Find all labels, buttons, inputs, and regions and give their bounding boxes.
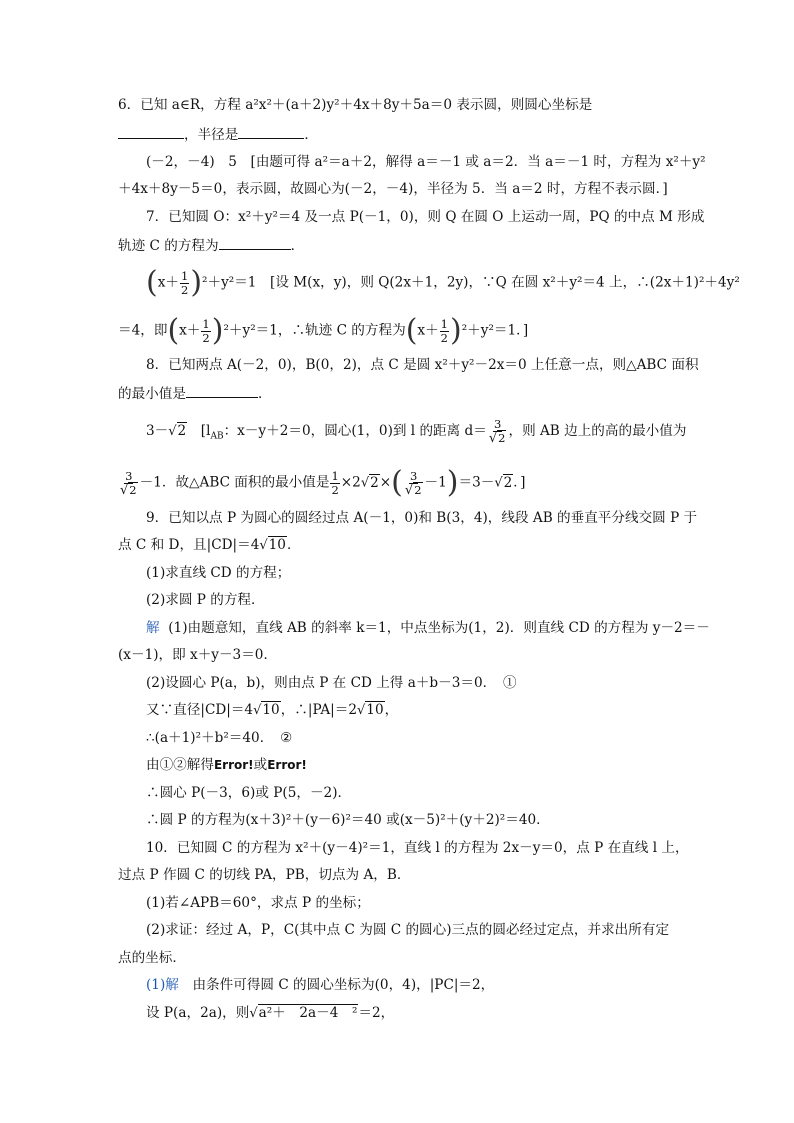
q10-sub1: (1)若∠APB＝60°，求点 P 的坐标； — [146, 895, 370, 911]
q9-solution-line6: 由①②解得Error!或Error! — [146, 757, 307, 773]
answer-blank — [238, 124, 304, 139]
fraction-half: $\frac{1}{2}$ — [440, 316, 448, 345]
q8-line1: 8．已知两点 A(－2，0)，B(0，2)，点 C 是圆 x²＋y²－2x＝0 上任意一点，则△ABC 面积 — [146, 357, 699, 373]
q9-solution-line5: ∴(a＋1)²＋b²＝40． ② — [146, 730, 293, 746]
q9-solution-line4: 又∵直径|CD|＝4√10，∴|PA|＝2√10， — [146, 702, 399, 718]
fraction-half: $\frac{1}{2}$ — [180, 268, 189, 297]
q10-line2: 过点 P 作圆 C 的切线 PA，PB，切点为 A，B． — [118, 867, 411, 883]
q10-sub2-cont: 点的坐标． — [118, 950, 186, 966]
q9-sub1: (1)求直线 CD 的方程； — [146, 565, 291, 581]
q10-solution-line2: 设 P(a，2a)，则√a²＋ 2a－4 ²＝2， — [146, 1005, 395, 1021]
q7-line2: 轨迹 C 的方程为 ． — [118, 235, 304, 256]
fraction-3-over-sqrt2: $\frac{3}{√2}$ — [488, 417, 506, 446]
fraction-half: $\frac{1}{2}$ — [331, 468, 339, 497]
q10-sub2: (2)求证：经过 A，P，C(其中点 C 为圆 C 的圆心)三点的圆必经过定点，并求出所有定 — [146, 922, 670, 938]
q9-line1: 9．已知以点 P 为圆心的圆经过点 A(－1，0)和 B(3，4)，线段 AB 的垂直平分线交圆 P 于 — [146, 510, 698, 526]
q9-solution-line2: (x－1)，即 x＋y－3＝0． — [118, 647, 278, 663]
q7-line1: 7．已知圆 O：x²＋y²＝4 及一点 P(－1，0)，则 Q 在圆 O 上运动一周，PQ 的中点 M 形成 — [146, 209, 705, 225]
q9-solution-line1: 解 (1)由题意知，直线 AB 的斜率 k＝1，中点坐标为(1，2)．则直线 CD 的方程为 y－2＝－ — [146, 620, 710, 636]
answer-blank — [186, 383, 258, 398]
q10-solution-line1: (1)解 由条件可得圆 C 的圆心坐标为(0，4)，|PC|＝2， — [146, 977, 495, 993]
solution-label: (1)解 — [146, 977, 179, 993]
q8-line2: 的最小值是 ． — [118, 383, 272, 404]
error-text: Error! — [213, 758, 254, 772]
fraction-3-over-sqrt2: $\frac{3}{√2}$ — [120, 468, 137, 498]
q6-line2: ，半径是 ． — [118, 124, 318, 145]
q6-answer-line2: ＋4x＋8y－5＝0，表示圆，故圆心为(－2，－4)，半径为 5．当 a＝2 时，方程不表示圆．] — [118, 181, 668, 197]
solution-label: 解 — [146, 620, 160, 636]
q6-line1: 6．已知 a∈R，方程 a²x²＋(a＋2)y²＋4x＋8y＋5a＝0 表示圆，则圆心坐标是 — [118, 97, 593, 113]
answer-blank — [118, 124, 184, 139]
q8-answer-line1: 3－√2 [$l_{AB}$：x－y＋2＝0，圆心(1，0)到 l 的距离 d＝ $\frac{3}{√2}$ ，则 AB 边上的高的最小值为 — [146, 417, 687, 446]
error-text: Error! — [267, 758, 307, 772]
q9-solution-line8: ∴圆 P 的方程为(x＋3)²＋(y－6)²＝40 或(x－5)²＋(y＋2)²＝40． — [146, 812, 550, 828]
q7-answer-line2: ＝4，即(x＋ $\frac{1}{2}$ )²＋y²＝1，∴轨迹 C 的方程为(x＋ $\frac{1}{2}$ )²＋y²＝1．] — [118, 313, 529, 348]
q7-answer-line1: (x＋ $\frac{1}{2}$ )²＋y²＝1 [设 M(x，y)，则 Q(2x＋1，2y)，∵Q 在圆 x²＋y²＝4 上，∴(2x＋1)²＋4y² — [146, 265, 740, 300]
q10-line1: 10．已知圆 C 的方程为 x²＋(y－4)²＝1，直线 l 的方程为 2x－y＝0，点 P 在直线 l 上， — [146, 840, 689, 856]
q9-solution-line3: (2)设圆心 P(a，b)，则由点 P 在 CD 上得 a＋b－3＝0． ① — [146, 675, 517, 691]
q8-answer-line2: $\frac{3}{√2}$ －1．故△ABC 面积的最小值是 $\frac{1}{2}$ ×2√2×( $\frac{3}{√2}$ －1)＝3－√2．] — [120, 465, 526, 500]
q9-line2: 点 C 和 D，且|CD|＝4√10． — [118, 537, 301, 553]
fraction-half: $\frac{1}{2}$ — [202, 316, 210, 345]
q9-solution-line7: ∴圆心 P(－3，6)或 P(5，－2)． — [146, 785, 352, 801]
q9-sub2: (2)求圆 P 的方程． — [146, 592, 265, 608]
answer-blank — [219, 235, 291, 250]
fraction-3-over-sqrt2: $\frac{3}{√2}$ — [404, 468, 422, 498]
q6-answer-line1: (－2，－4) 5 [由题可得 a²＝a＋2，解得 a＝－1 或 a＝2．当 a＝－1 时，方程为 x²＋y² — [146, 154, 706, 170]
